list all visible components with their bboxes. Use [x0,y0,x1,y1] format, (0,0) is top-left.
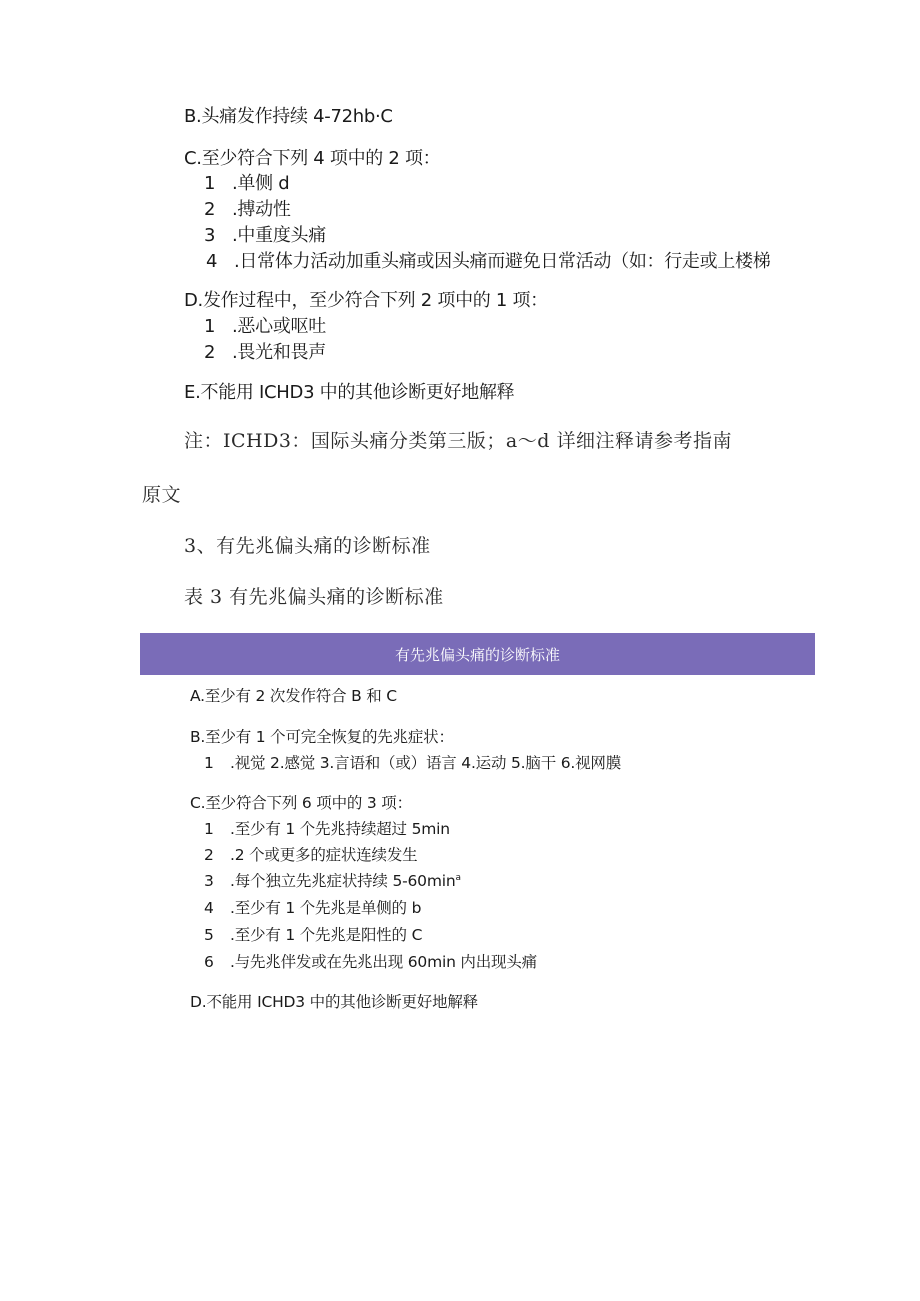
table-header-banner [140,633,815,675]
footnote-marker: a [455,873,461,883]
item-text: .2 个或更多的症状连续发生 [230,846,418,864]
item-number: 2 [204,846,214,864]
table-caption: 表 3 有先兆偏头痛的诊断标准 [184,586,444,608]
criterion-b: B.头痛发作持续 4-72hb·C [184,106,393,127]
item-number: 3 [204,872,214,890]
item-text: .恶心或呕吐 [232,316,326,337]
table-criterion-c-item-3 [204,874,461,890]
criterion-d: D.发作过程中，至少符合下列 2 项中的 1 项： [184,290,548,311]
section-heading: 3、有先兆偏头痛的诊断标准 [184,535,431,557]
item-text: .中重度头痛 [232,225,326,246]
item-text: .视觉 2.感觉 3.言语和（或）语言 4.运动 5.脑干 6.视网膜 [230,754,622,772]
item-number: 1 [204,316,216,337]
table-criterion-c-item-2 [204,848,417,864]
criterion-e: E.不能用 ICHD3 中的其他诊断更好地解释 [184,382,515,403]
item-text: .畏光和畏声 [232,342,326,363]
criterion-c-item-1 [204,175,289,193]
criterion-d-item-1 [204,318,326,336]
table-criterion-d: D.不能用 ICHD3 中的其他诊断更好地解释 [190,993,478,1011]
table-criterion-a: A.至少有 2 次发作符合 B 和 C [190,687,397,705]
table-criterion-c: C.至少符合下列 6 项中的 3 项： [190,794,412,812]
footnote-line-2: 原文 [142,484,182,506]
item-number: 5 [204,926,214,944]
criterion-c: C.至少符合下列 4 项中的 2 项： [184,148,441,169]
item-text: .搏动性 [232,199,291,220]
item-text: .日常体力活动加重头痛或因头痛而避免日常活动（如：行走或上楼梯 [234,251,771,272]
table-criterion-c-item-4 [204,901,421,917]
footnote-line-1: 注：ICHD3：国际头痛分类第三版；a～d 详细注释请参考指南 [184,430,732,452]
item-text: .每个独立先兆症状持续 5-60min [230,872,456,890]
item-number: 1 [204,173,216,194]
item-text: .至少有 1 个先兆是阳性的 C [230,926,423,944]
item-number: 3 [204,225,216,246]
item-number: 1 [204,820,214,838]
table-criterion-c-item-1 [204,822,450,838]
table-criterion-c-item-5 [204,928,422,944]
item-text: .至少有 1 个先兆持续超过 5min [230,820,450,838]
criterion-c-item-3 [204,227,326,245]
table-criterion-b-items [204,756,621,772]
item-number: 6 [204,953,214,971]
table-criterion-c-item-6 [204,955,537,971]
item-number: 2 [204,342,216,363]
item-number: 1 [204,754,214,772]
criterion-d-item-2 [204,344,326,362]
criterion-c-item-4 [206,253,770,271]
item-text: .与先兆伴发或在先兆出现 60min 内出现头痛 [230,953,537,971]
item-number: 4 [206,251,218,272]
table-criterion-b: B.至少有 1 个可完全恢复的先兆症状： [190,728,454,746]
item-text: .至少有 1 个先兆是单侧的 b [230,899,422,917]
item-number: 2 [204,199,216,220]
table-header-title: 有先兆偏头痛的诊断标准 [394,645,560,664]
item-number: 4 [204,899,214,917]
item-text: .单侧 d [232,173,290,194]
criterion-c-item-2 [204,201,291,219]
